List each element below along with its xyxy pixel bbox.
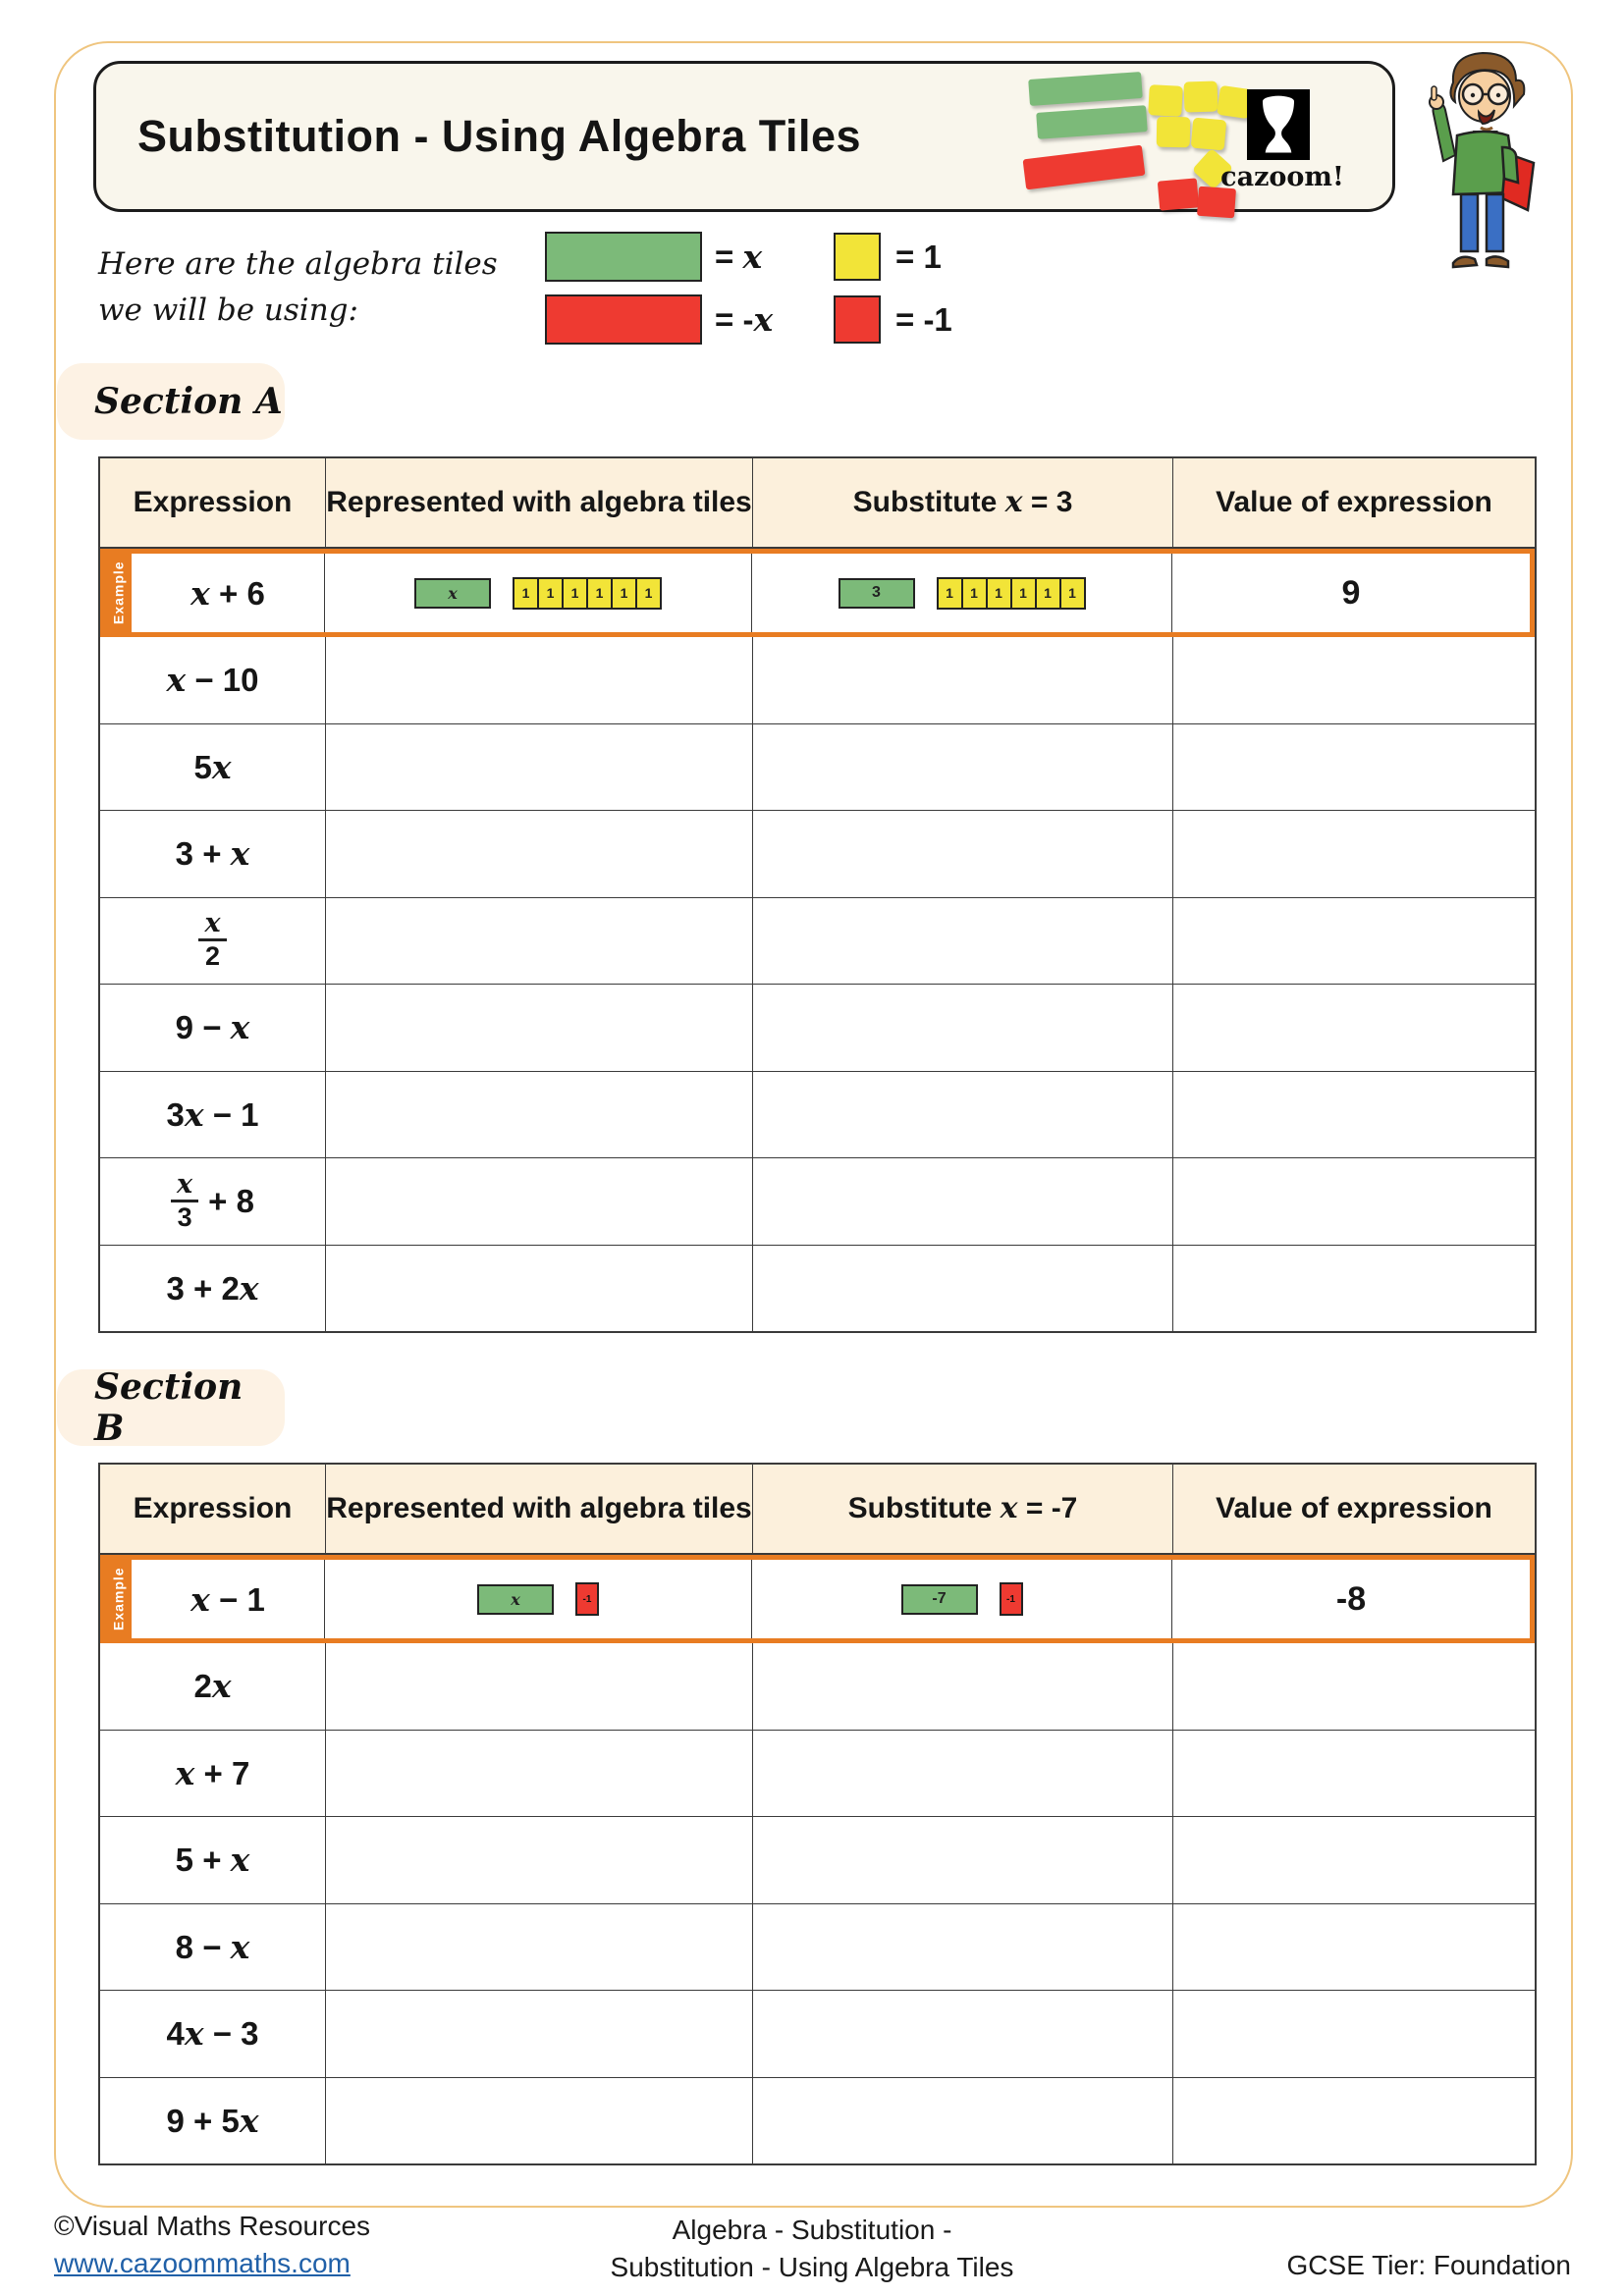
table-row [100,811,1535,898]
value-answer-cell [1173,1731,1535,1817]
substitute-answer-cell [753,1072,1173,1158]
expression-cell: 4x − 3 [100,1991,326,2077]
substitute-cell [752,554,1172,632]
legend-x-label: = x [715,238,763,276]
table-row [100,1072,1535,1159]
section-a-header-row [100,458,1535,549]
value-answer-cell [1173,2078,1535,2164]
section-b-header-row [100,1465,1535,1555]
value-answer-cell [1173,724,1535,811]
value-answer-cell [1173,811,1535,897]
algebra-unit-tiles [513,577,662,610]
substitute-answer-cell [753,985,1173,1071]
expression-cell: x + 6 [132,554,325,632]
algebra-tile-unit: 1 [961,577,988,610]
table-row [100,1731,1535,1818]
column-header-represented: Represented with algebra tiles [326,458,753,547]
tiles-answer-cell [326,811,753,897]
section-a-label: Section A [57,363,285,440]
value-answer-cell [1173,1817,1535,1903]
algebra-tile-unit: 1 [986,577,1012,610]
substitute-answer-cell [753,2078,1173,2164]
column-header-substitute: Substitute x = -7 [753,1465,1173,1553]
algebra-tile-unit: 1 [537,577,564,610]
example-tab: Example [105,554,132,632]
algebra-tile-negone: -1 [575,1582,599,1616]
value-answer-cell [1173,1991,1535,2077]
algebra-tile-unit: 1 [937,577,963,610]
legend-red-negx-tile [545,294,702,345]
tiles-answer-cell [326,1991,753,2077]
intro-line-1: Here are the algebra tiles [98,246,498,282]
table-row [100,1904,1535,1992]
tiles-answer-cell [326,1246,753,1332]
substitute-answer-cell [753,1246,1173,1332]
algebra-tile-unit: 1 [1059,577,1086,610]
intro-line-2: we will be using: [98,292,358,328]
table-row [100,1817,1535,1904]
substitute-cell [752,1560,1172,1638]
substitute-answer-cell [753,1643,1173,1730]
table-row [100,2078,1535,2164]
tiles-answer-cell [326,1731,753,1817]
expression-cell: 3x − 1 [100,1072,326,1158]
column-header-expression: Expression [100,1465,326,1553]
cazoom-logo-mark-icon [1247,89,1310,160]
intro-text [98,241,498,333]
tiles-answer-cell [326,637,753,723]
value-cell: 9 [1341,573,1361,612]
expression-cell: $\frac{x}{3}$ + 8 [100,1158,326,1245]
algebra-tile-unit: 1 [586,577,613,610]
tiles-answer-cell [326,1817,753,1903]
tiles-answer-cell [326,724,753,811]
decor-yellow-tile-1 [1148,84,1183,117]
decor-green-tile-1 [1028,72,1143,106]
table-row [100,724,1535,812]
algebra-unit-tiles [937,577,1086,610]
value-answer-cell [1173,1072,1535,1158]
section-a-table [98,456,1537,1333]
algebra-tile-unit: 1 [562,577,588,610]
legend-one-label: = 1 [895,239,942,275]
expression-cell: 5 + x [100,1817,326,1903]
substitute-answer-cell [753,1991,1173,2077]
substitute-answer-cell [753,637,1173,723]
table-row [100,985,1535,1072]
tiles-answer-cell [326,1072,753,1158]
tiles-answer-cell [326,1158,753,1245]
decor-red-tile [1023,145,1146,190]
algebra-tile-x: x [414,578,491,609]
fraction: $\frac{x}{3}$ [171,1170,198,1233]
expression-cell: 8 − x [100,1904,326,1991]
tiles-answer-cell [326,1643,753,1730]
column-header-substitute: Substitute x = 3 [753,458,1173,547]
value-answer-cell [1173,1643,1535,1730]
algebra-tile-unit: 1 [1035,577,1061,610]
legend-yellow-one-tile [834,233,881,281]
table-row [100,1991,1535,2078]
expression-cell: 9 + 5x [100,2078,326,2164]
expression-cell: 2x [100,1643,326,1730]
decor-red-square-1 [1158,178,1199,210]
value-answer-cell [1173,898,1535,985]
column-header-expression: Expression [100,458,326,547]
substitute-answer-cell [753,1817,1173,1903]
substitute-answer-cell [753,1904,1173,1991]
table-row [100,898,1535,986]
value-answer-cell [1173,637,1535,723]
algebra-tile-x-value: -7 [901,1584,978,1615]
teacher-illustration [1396,45,1561,291]
table-row [100,1246,1535,1332]
fraction: $\frac{x}{2}$ [198,909,226,972]
expression-cell: 9 − x [100,985,326,1071]
table-row [100,637,1535,724]
algebra-tile-negone: -1 [1000,1582,1023,1616]
value-answer-cell [1173,1158,1535,1245]
column-header-value: Value of expression [1216,1491,1492,1524]
expression-cell: 3 + 2x [100,1246,326,1332]
table-row [100,1158,1535,1246]
footer-category-line1: Algebra - Substitution - [672,2215,952,2245]
algebra-tile-unit: 1 [611,577,637,610]
expression-cell [100,898,326,985]
substitute-answer-cell [753,724,1173,811]
legend-red-negone-tile [834,295,881,344]
algebra-tile-unit: 1 [635,577,662,610]
tiles-cell [325,1560,752,1638]
value-answer-cell [1173,1904,1535,1991]
column-header-value: Value of expression [1216,485,1492,518]
column-header-represented: Represented with algebra tiles [326,1465,753,1553]
tiles-cell [325,554,752,632]
substitute-answer-cell [753,898,1173,985]
legend-negx-label: = -x [715,300,774,339]
tiles-answer-cell [326,898,753,985]
legend-green-x-tile [545,232,702,282]
expression-cell: 5x [100,724,326,811]
tiles-answer-cell [326,1904,753,1991]
footer-category-line2: Substitution - Using Algebra Tiles [610,2252,1014,2282]
section-b-label: Section B [57,1369,285,1446]
algebra-tile-unit: 1 [513,577,539,610]
expression-cell: x + 7 [100,1731,326,1817]
substitute-answer-cell [753,1158,1173,1245]
value-answer-cell [1173,985,1535,1071]
algebra-tile-x: x [477,1584,554,1615]
legend-negone-label: = -1 [895,301,952,338]
example-tab: Example [105,1560,132,1638]
expression-cell: 3 + x [100,811,326,897]
expression-cell: x − 10 [100,637,326,723]
section-b-table [98,1463,1537,2165]
algebra-tile-unit: 1 [1010,577,1037,610]
substitute-answer-cell [753,1731,1173,1817]
section-a-example-row [100,549,1535,637]
tiles-answer-cell [326,985,753,1071]
footer-website-link[interactable]: www.cazoommaths.com [54,2248,351,2278]
decor-yellow-tile-5 [1191,118,1227,151]
cazoom-logo-text: cazoom! [1220,162,1344,192]
page-title: Substitution - Using Algebra Tiles [137,111,862,161]
value-answer-cell [1173,1246,1535,1332]
value-cell: -8 [1335,1579,1367,1618]
decor-yellow-tile-2 [1183,80,1218,112]
footer-tier: GCSE Tier: Foundation [1286,2250,1571,2280]
tiles-answer-cell [326,2078,753,2164]
section-b-example-row [100,1555,1535,1643]
footer-copyright: ©Visual Maths Resources [54,2211,371,2241]
algebra-tile-x-value: 3 [839,578,915,609]
decor-yellow-tile-4 [1157,117,1191,148]
table-row [100,1643,1535,1731]
substitute-answer-cell [753,811,1173,897]
expression-cell: x − 1 [132,1560,325,1638]
title-banner [93,61,1395,212]
decor-green-tile-2 [1036,105,1148,139]
